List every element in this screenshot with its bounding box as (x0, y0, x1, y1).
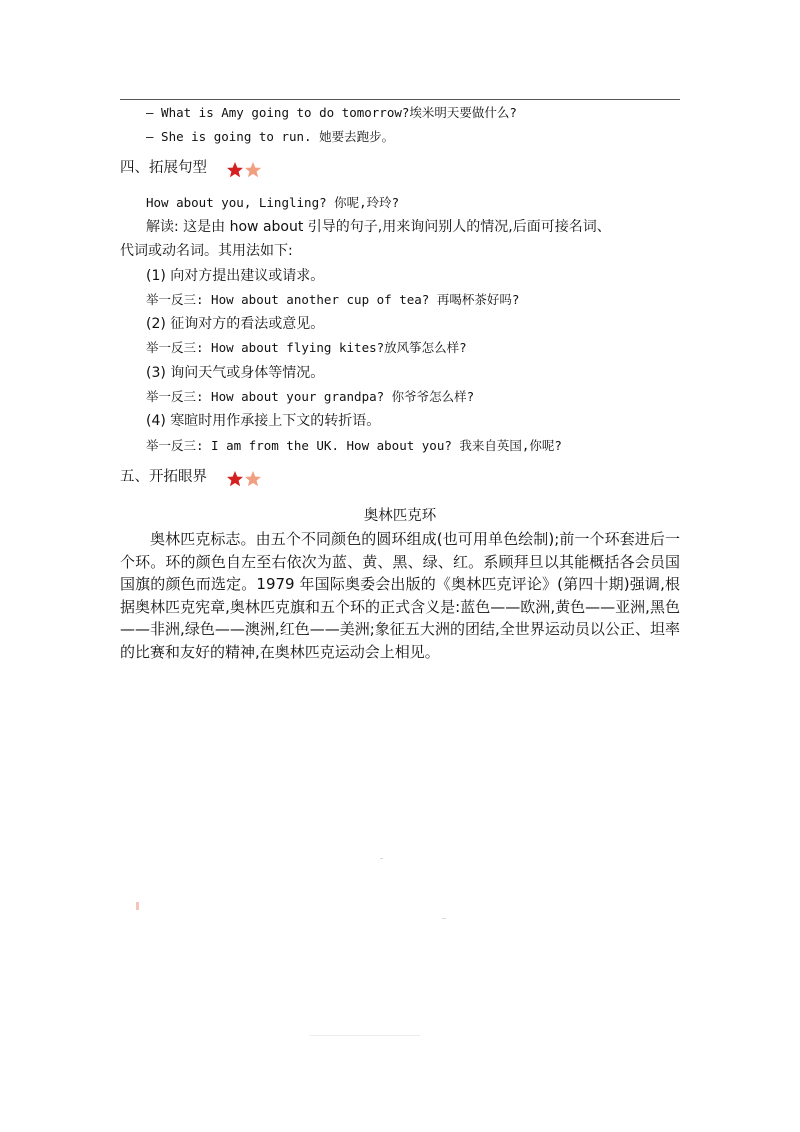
article-title: 奥林匹克环 (363, 508, 437, 524)
difficulty-stars (226, 469, 262, 489)
scan-speck (136, 902, 139, 910)
example-3: 举一反三: How about your grandpa? 你爷爷怎么样? (146, 389, 475, 404)
example-4: 举一反三: I am from the UK. How about you? 我来自英国,你呢? (146, 438, 562, 453)
explain-line-1: 解读: 这是由 how about 引导的句子,用来询问别人的情况,后面可接名词、 (146, 219, 611, 235)
top-divider (120, 99, 680, 100)
star-rating-icon (226, 161, 262, 179)
usage-1: (1) 向对方提出建议或请求。 (146, 268, 325, 284)
extension-example: How about you, Lingling? 你呢,玲玲? (146, 195, 400, 210)
usage-4: (4) 寒暄时用作承接上下文的转折语。 (146, 413, 381, 429)
star-rating-icon (226, 470, 262, 488)
example-2: 举一反三: How about flying kites?放风筝怎么样? (146, 340, 467, 355)
scan-speck (380, 858, 383, 859)
usage-2: (2) 征询对方的看法或意见。 (146, 316, 325, 332)
usage-3: (3) 询问天气或身体等情况。 (146, 365, 325, 381)
difficulty-stars (226, 160, 262, 180)
scan-speck (310, 1035, 420, 1036)
section-5-heading (120, 467, 262, 489)
scan-speck (442, 918, 446, 919)
example-1: 举一反三: How about another cup of tea? 再喝杯茶好吗? (146, 292, 520, 307)
section-4-title: 四、拓展句型 (120, 160, 207, 176)
section-5-title: 五、开拓眼界 (120, 469, 207, 485)
section-4-heading (120, 158, 262, 180)
dialogue-answer: — She is going to run. 她要去跑步。 (146, 129, 395, 144)
article-paragraph: 奥林匹克标志。由五个不同颜色的圆环组成(也可用单色绘制);前一个环套进后一个环。环的颜色自左至右依次为蓝、黄、黑、绿、红。系顾拜旦以其能概括各会员国国旗的颜色而选定。1979 年国际奥委会出版的《奥林匹克评论》(第四十期)强调,根据奥林匹克宪章,奥林匹克旗和五个环的正式含义是:蓝色——欧洲,黄色——亚洲,黑色——非洲,绿色——澳洲,红色——美洲;象征五大洲的团结,全世界运动员以公正、坦率的比赛和友好的精神,在奥林匹克运动会上相见。 (120, 530, 680, 661)
explain-line-2: 代词或动名词。其用法如下: (120, 243, 293, 259)
dialogue-question: — What is Amy going to do tomorrow?埃米明天要做什么? (146, 105, 517, 120)
